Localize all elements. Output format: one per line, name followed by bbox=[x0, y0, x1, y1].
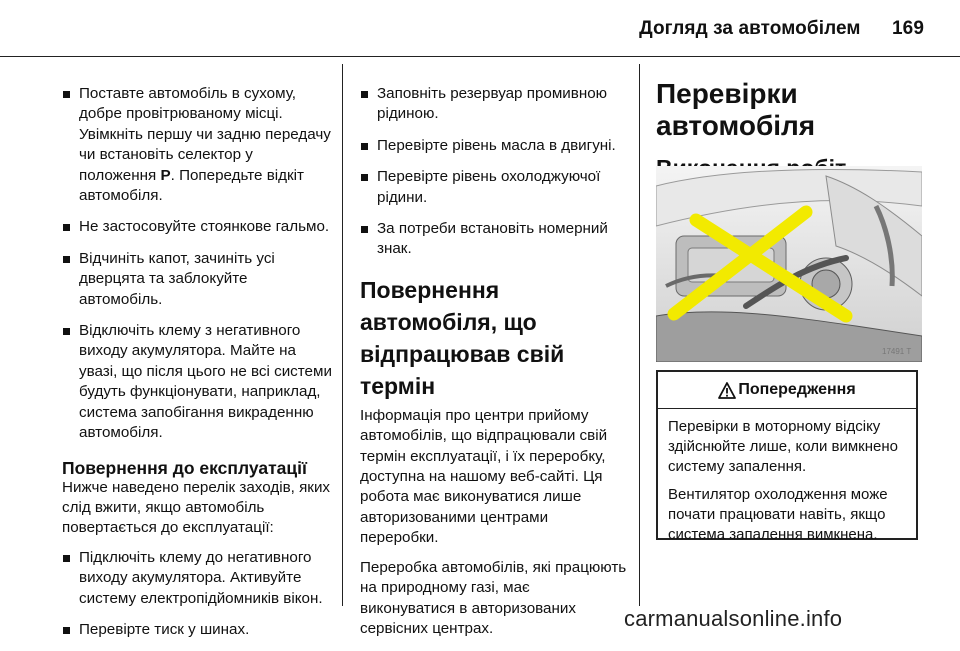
list-item: Перевірте рівень охолоджуючої рідини. bbox=[360, 167, 628, 208]
list-item: Відчиніть капот, зачиніть усі дверцята та заблокуйте автомобіль. bbox=[62, 249, 332, 310]
warning-text: Вентилятор охолодження може почати працювати навіть, якщо система запалення вимкнена. bbox=[668, 486, 888, 543]
engine-bay-illustration bbox=[656, 166, 922, 362]
warning-triangle-icon bbox=[718, 382, 736, 399]
list-item: Перевірте рівень масла в двигуні. bbox=[360, 136, 628, 156]
list-item: Заповніть резервуар промивною рідиною. bbox=[360, 84, 628, 125]
list-item: Не застосовуйте стоянкове гальмо. bbox=[62, 217, 332, 237]
column-left bbox=[62, 84, 332, 651]
paragraph: Інформація про центри прийому автомобілів, що відпрацювали свій термін експлуатації, і їх переробку, доступна на нашому веб-сайті. Ця робота має виконуватися лише авторизованими центрами переробки. bbox=[360, 406, 608, 547]
list-item: Перевірте тиск у шинах. bbox=[62, 620, 332, 640]
warning-body bbox=[658, 409, 916, 545]
column-divider bbox=[342, 64, 343, 606]
list-item: Поставте автомобіль в сухому, добре провітрюваному місці. Увімкніть першу чи задню передачу чи встановіть селектор у положення P. Попередьте відкіт автомобіля. bbox=[62, 84, 332, 206]
paragraph: Переробка автомобілів, які працюють на природному газі, має виконуватися в авторизованих сервісних центрах. bbox=[360, 558, 627, 637]
column-middle bbox=[360, 84, 628, 648]
page-title: Догляд за автомобілем bbox=[639, 18, 861, 39]
watermark: carmanualsonline.info bbox=[624, 606, 843, 631]
page-number: 169 bbox=[891, 18, 924, 39]
section-heading: Повернення автомобіля, що відпрацював свій термін bbox=[360, 276, 565, 399]
warning-title-text: Попередження bbox=[738, 381, 856, 398]
warning-text: Перевірки в моторному відсіку здійснюйте лише, коли вимкнено систему запалення. bbox=[668, 418, 898, 475]
bullet-list bbox=[62, 84, 332, 444]
section-text: Нижче наведено перелік заходів, яких слід вжити, якщо автомобіль повертається до експлуатації: bbox=[62, 478, 331, 537]
column-divider bbox=[639, 64, 640, 606]
engine-bay-drawing bbox=[656, 166, 922, 362]
list-item: За потреби встановіть номерний знак. bbox=[360, 219, 628, 260]
warning-title bbox=[658, 372, 916, 409]
chapter-heading: Перевірки автомобіля bbox=[656, 78, 816, 141]
list-item: Відключіть клему з негативного виходу акумулятора. Майте на увазі, що після цього не всі системи будуть функціонувати, наприклад, система запобігання викраденню автомобіля. bbox=[62, 321, 332, 443]
list-item: Підключіть клему до негативного виходу акумулятора. Активуйте систему електропідйомників вікон. bbox=[62, 548, 332, 609]
bullet-list bbox=[360, 84, 628, 260]
figure-code: 17491 T bbox=[882, 347, 912, 356]
header-divider bbox=[0, 56, 960, 57]
bullet-list bbox=[62, 548, 332, 641]
warning-box bbox=[656, 370, 918, 543]
running-head bbox=[639, 18, 924, 40]
section-heading: Повернення до експлуатації bbox=[62, 457, 307, 478]
